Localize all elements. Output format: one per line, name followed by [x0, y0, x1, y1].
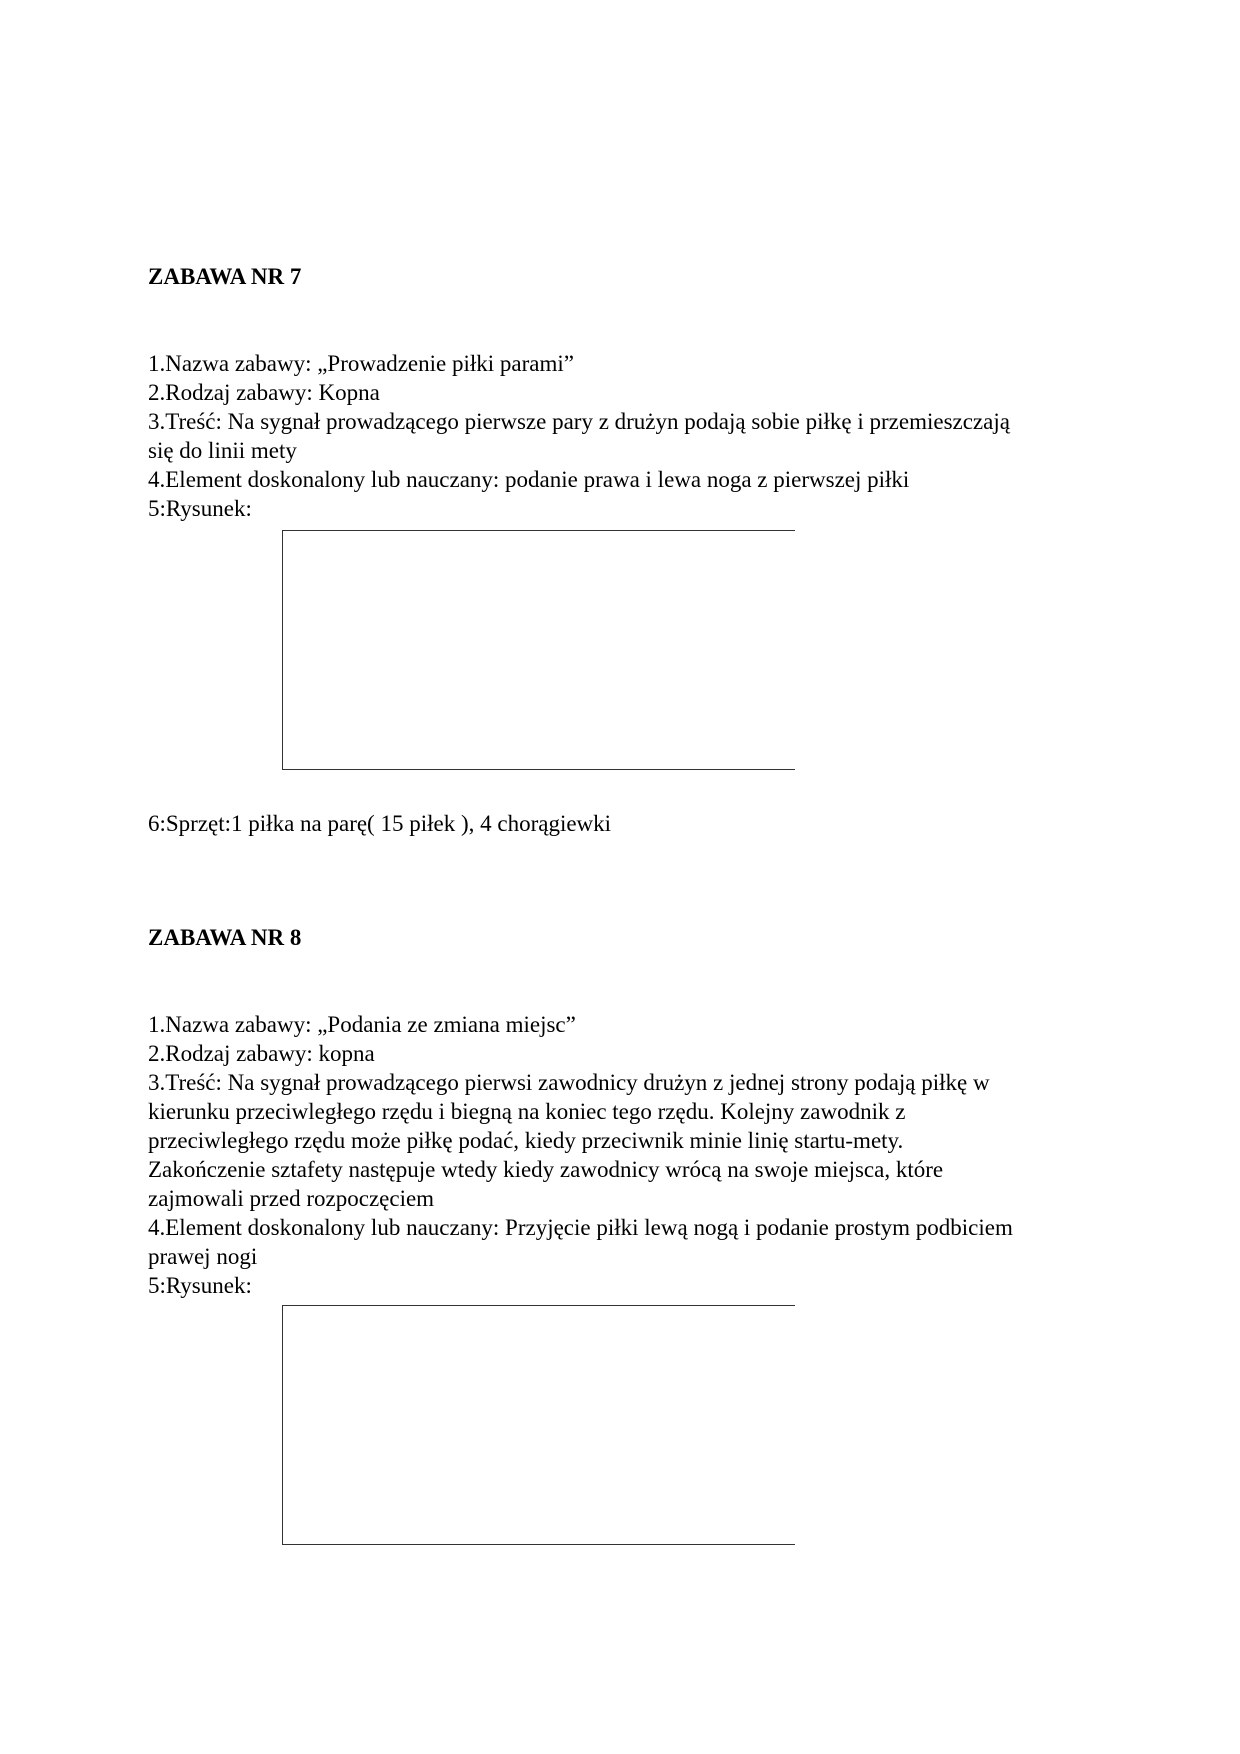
game-8-name: 1.Nazwa zabawy: „Podania ze zmiana miejsc” — [148, 1012, 576, 1037]
game-7-drawing-box — [282, 530, 795, 770]
game-8-content: 3.Treść: Na sygnał prowadzącego pierwsi zawodnicy drużyn z jednej strony podają piłkę w — [148, 1070, 990, 1095]
game-7-type: 2.Rodzaj zabawy: Kopna — [148, 380, 380, 405]
game-8-content-cont-1: kierunku przeciwległego rzędu i biegną na koniec tego rzędu. Kolejny zawodnik z — [148, 1099, 906, 1124]
game-8-type: 2.Rodzaj zabawy: kopna — [148, 1041, 375, 1066]
game-8-drawing-box — [282, 1305, 795, 1545]
game-7-equipment: 6:Sprzęt:1 piłka na parę( 15 piłek ), 4 chorągiewki — [148, 811, 612, 836]
game-8-details — [148, 1010, 1098, 1300]
game-8-content-cont-3: Zakończenie sztafety następuje wtedy kiedy zawodnicy wrócą na swoje miejsca, które — [148, 1157, 944, 1182]
game-8-content-cont-4: zajmowali przed rozpoczęciem — [148, 1186, 435, 1211]
game-7-content-cont: się do linii mety — [148, 438, 297, 463]
game-8-element: 4.Element doskonalony lub nauczany: Przyjęcie piłki lewą nogą i podanie prostym podbiciem — [148, 1215, 1013, 1240]
game-8-heading: ZABAWA NR 8 — [148, 925, 302, 950]
game-7-drawing-label: 5:Rysunek: — [148, 496, 252, 521]
game-7-heading: ZABAWA NR 7 — [148, 264, 302, 289]
game-8-content-cont-2: przeciwległego rzędu może piłkę podać, kiedy przeciwnik minie linię startu-mety. — [148, 1128, 904, 1153]
game-7-name: 1.Nazwa zabawy: „Prowadzenie piłki parami” — [148, 351, 574, 376]
game-8-element-cont: prawej nogi — [148, 1244, 258, 1269]
game-7-element: 4.Element doskonalony lub nauczany: podanie prawa i lewa noga z pierwszej piłki — [148, 467, 910, 492]
game-7-content: 3.Treść: Na sygnał prowadzącego pierwsze pary z drużyn podają sobie piłkę i przemieszczają — [148, 409, 1010, 434]
game-7-details — [148, 349, 1098, 523]
game-8-drawing-label: 5:Rysunek: — [148, 1273, 252, 1298]
